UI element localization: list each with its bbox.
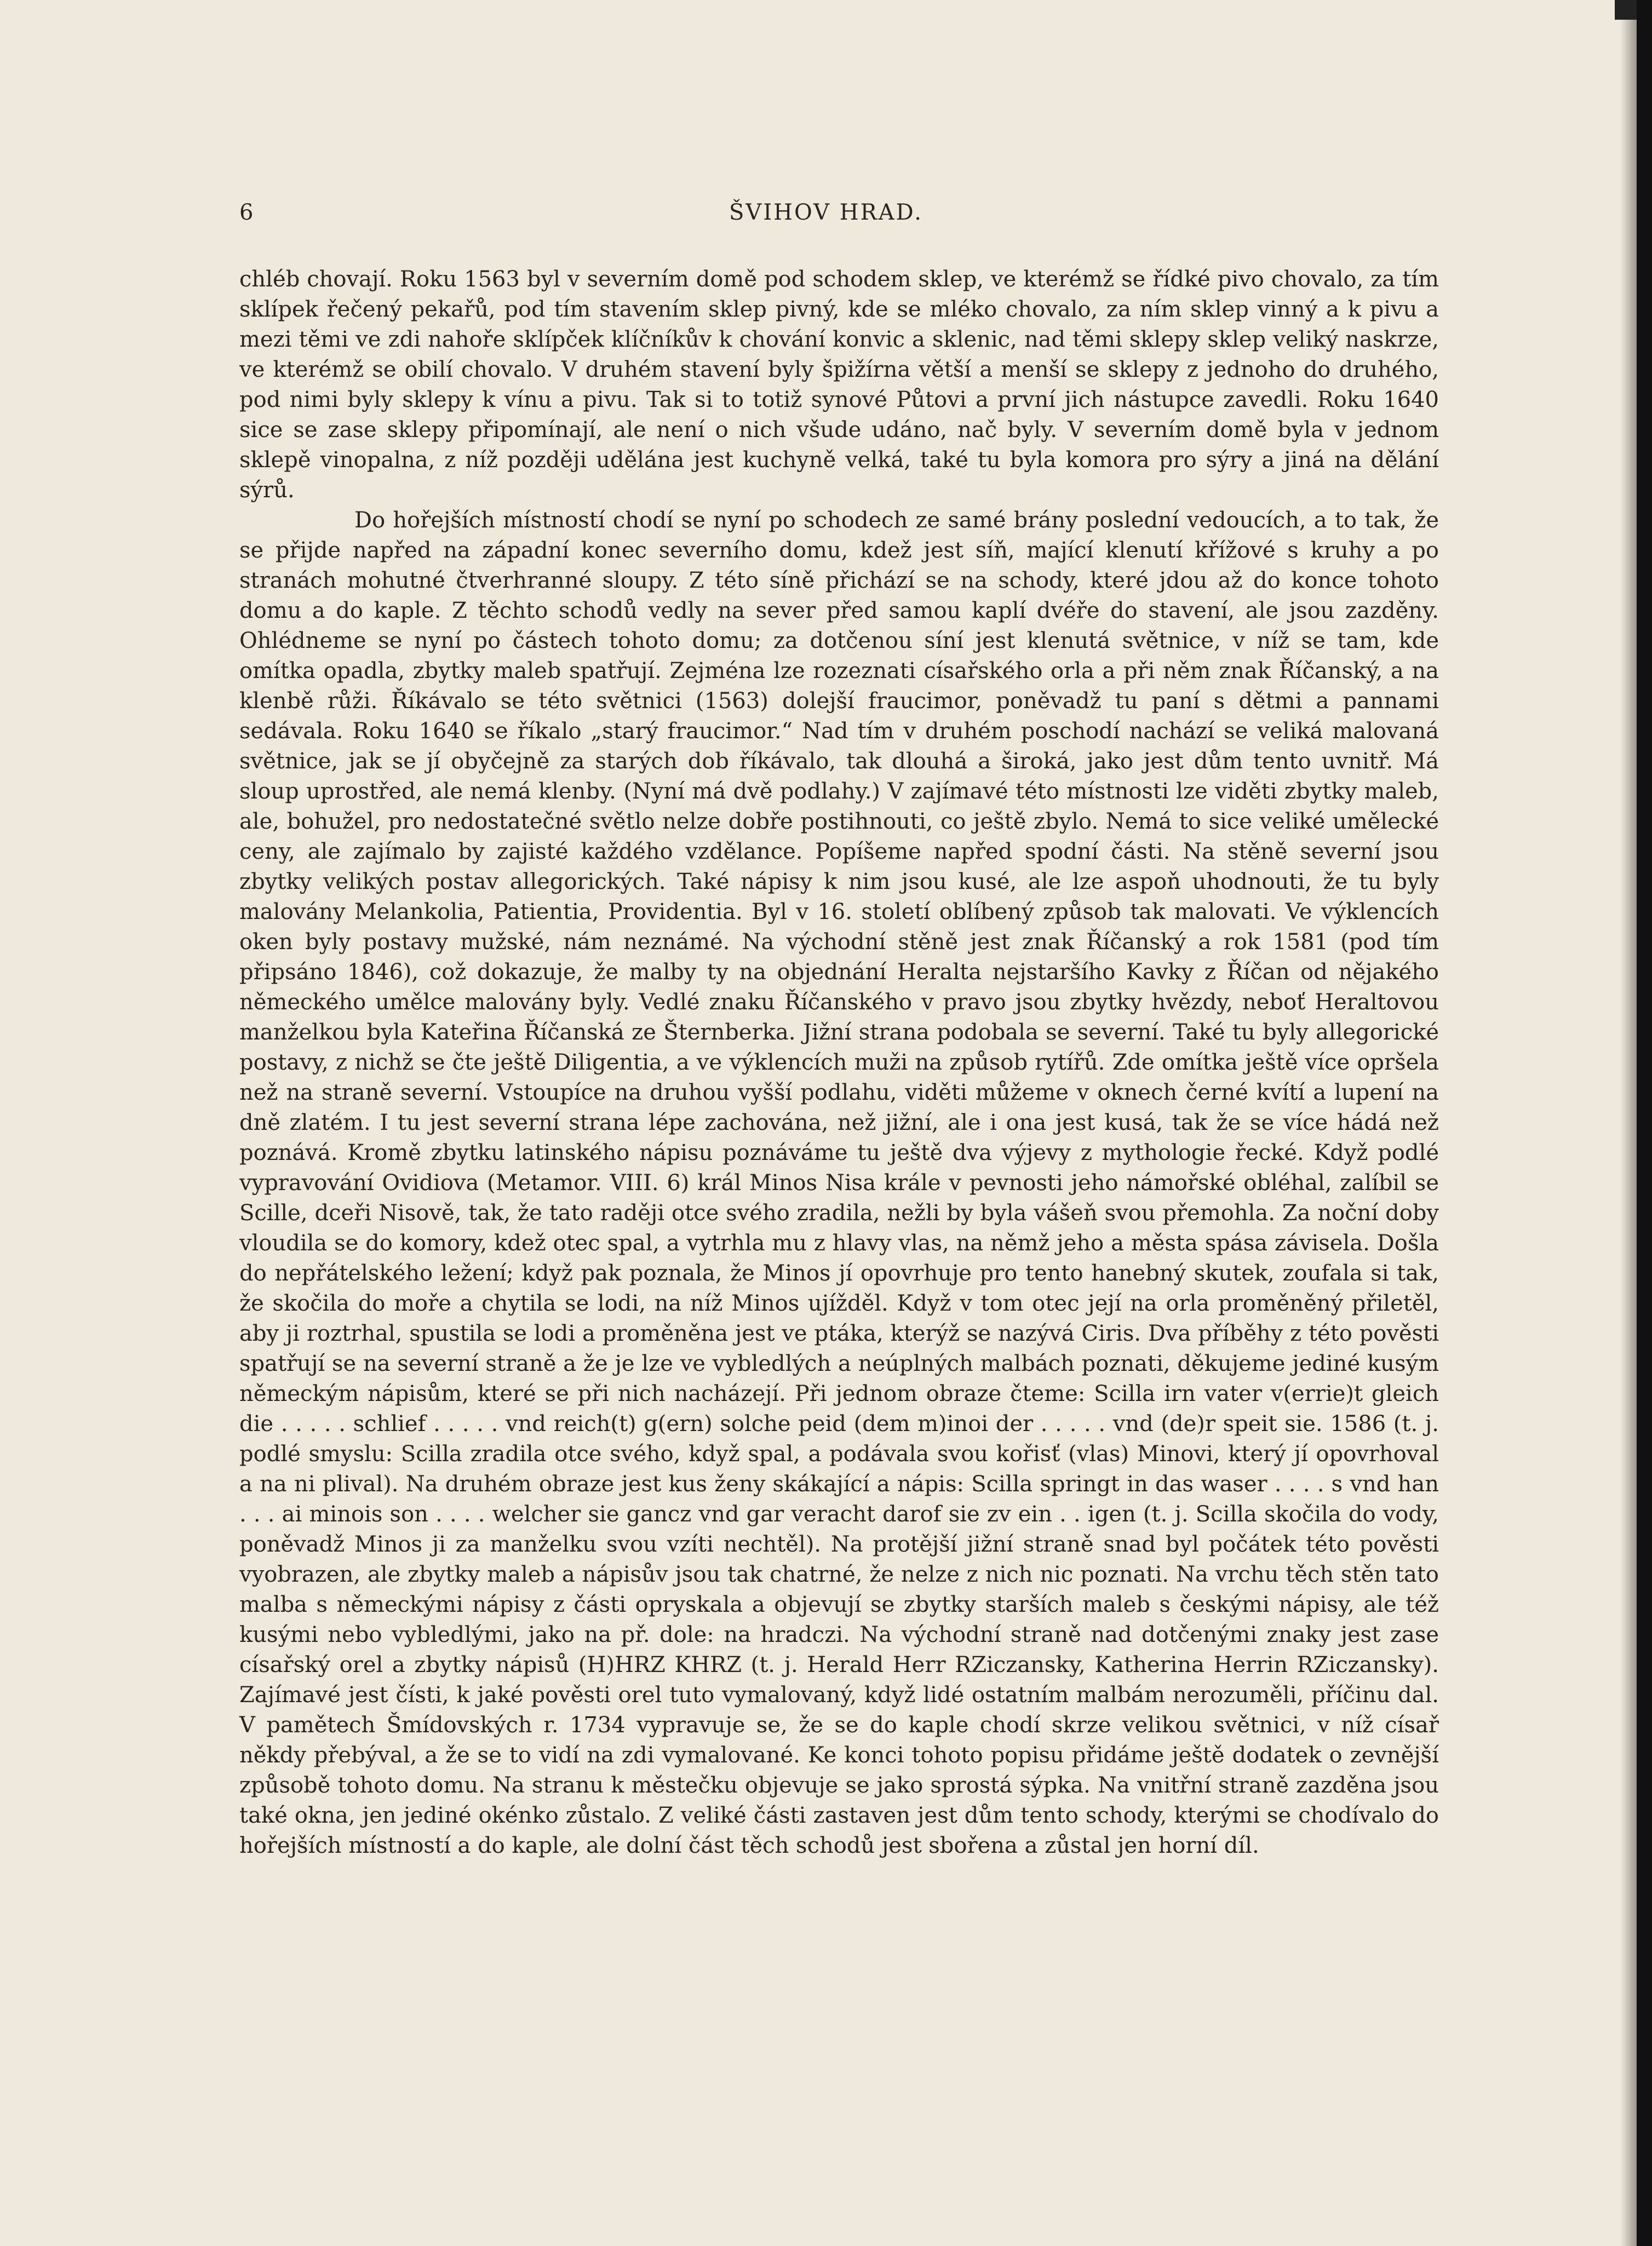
page-edge-shadow <box>1620 0 1637 2246</box>
scan-corner-mark <box>1615 0 1637 20</box>
paragraph-1: chléb chovají. Roku 1563 byl v severním domě pod schodem sklep, ve kterémž se řídké pivo chovalo, za tím sklípek řečený pekařů, pod tím stavením sklep pivný, kde se mléko chovalo, za ním sklep vinný a k pivu a mezi těmi ve zdi nahoře sklípček klíčníkův k chování konvic a sklenic, nad těmi sklepy sklep veliký naskrze, ve kterémž se obilí chovalo. V druhém stavení byly špižírna větší a menší se sklepy z jednoho do druhého, pod nimi byly sklepy k vínu a pivu. Tak si to totiž synové Půtovi a první jich nástupce zavedli. Roku 1640 sice se zase sklepy připomínají, ale není o nich všude udáno, nač byly. V severním domě byla v jednom sklepě vinopalna, z níž později udělána jest kuchyně velká, také tu byla komora pro sýry a jiná na dělání sýrů. <box>239 267 1439 503</box>
running-title: ŠVIHOV HRAD. <box>729 200 923 225</box>
page-number: 6 <box>239 200 254 225</box>
paragraph-2: Do hořejších místností chodí se nyní po schodech ze samé brány poslední vedoucích, a to tak, že se přijde napřed na západní konec severního domu, kdež jest síň, mající klenutí křížové s kruhy a po stranách mohutné čtverhranné sloupy. Z této síně přichází se na schody, které jdou až do konce tohoto domu a do kaple. Z těchto schodů vedly na sever před samou kaplí dvéře do stavení, ale jsou zazděny. Ohlédneme se nyní po částech tohoto domu; za dotčenou síní jest klenutá světnice, v níž se tam, kde omítka opadla, zbytky maleb spatřují. Zejména lze rozeznati císařského orla a při něm znak Říčanský, a na klenbě růži. Říkávalo se této světnici (1563) dolejší fraucimor, poněvadž tu paní s dětmi a pannami sedávala. Roku 1640 se říkalo „starý fraucimor.“ Nad tím v druhém poschodí nachází se veliká malovaná světnice, jak se jí obyčejně za starých dob říkávalo, tak dlouhá a široká, jako jest dům tento uvnitř. Má sloup uprostřed, ale nemá klenby. (Nyní má dvě podlahy.) V zajímavé této místnosti lze viděti zbytky maleb, ale, bohužel, pro nedostatečné světlo nelze dobře postihnouti, co ještě zbylo. Nemá to sice veliké umělecké ceny, ale zajímalo by zajisté každého vzdělance. Popíšeme napřed spodní části. Na stěně severní jsou zbytky velikých postav allegorických. Také nápisy k nim jsou kusé, ale lze aspoň uhodnouti, že tu byly malovány Melankolia, Patientia, Providentia. Byl v 16. století oblíbený způsob tak malovati. Ve výklencích oken byly postavy mužské, nám neznámé. Na východní stěně jest znak Říčanský a rok 1581 (pod tím připsáno 1846), což dokazuje, že malby ty na objednání Heralta nejstaršího Kavky z Říčan od nějakého německého umělce malovány byly. Vedlé znaku Říčanského v pravo jsou zbytky hvězdy, neboť Heraltovou manželkou byla Kateřina Říčanská ze Šternberka. Jižní strana podobala se severní. Také tu byly allegorické postavy, z nichž se čte ještě Diligentia, a ve výklencích muži na způsob rytířů. Zde omítka ještě více opršela než na straně severní. Vstoupíce na druhou vyšší podlahu, viděti můžeme v oknech černé kvítí a lupení na dně zlatém. I tu jest severní strana lépe zachována, než jižní, ale i ona jest kusá, tak že se více hádá než poznává. Kromě zbytku latinského nápisu poznáváme tu ještě dva výjevy z mythologie řecké. Když podlé vypravování Ovidiova (Metamor. VIII. 6) král Minos Nisa krále v pevnosti jeho námořské obléhal, zalíbil se Scille, dceři Nisově, tak, že tato raději otce svého zradila, nežli by byla vášeň svou přemohla. Za noční doby vloudila se do komory, kdež otec spal, a vytrhla mu z hlavy vlas, na němž jeho a města spása závisela. Došla do nepřátelského ležení; když pak poznala, že Minos jí opovrhuje pro tento hanebný skutek, zoufala si tak, že skočila do moře a chytila se lodi, na níž Minos ujížděl. Když v tom otec její na orla proměněný přiletěl, aby ji roztrhal, spustila se lodi a proměněna jest ve ptáka, kterýž se nazývá Ciris. Dva příběhy z této pověsti spatřují se na severní straně a že je lze ve vybledlých a neúplných malbách poznati, děkujeme jediné kusým německým nápisům, které se při nich nacházejí. Při jednom obraze čteme: Scilla irn vater v(errie)t gleich die . . . . . schlief . . . . . vnd reich(t) g(ern) solche peid (dem m)inoi der . . . . . vnd (de)r speit sie. 1586 (t. j. podlé smyslu: Scilla zradila otce svého, když spal, a podávala svou kořisť (vlas) Minovi, který jí opovrhoval a na ni plival). Na druhém obraze jest kus ženy skákající a nápis: Scilla springt in das waser . . . . s vnd han . . . ai minois son . . . . welcher sie gancz vnd gar veracht darof sie zv ein . . igen (t. j. Scilla skočila do vody, poněvadž Minos ji za manželku svou vzíti nechtěl). Na protější jižní straně snad byl počátek této pověsti vyobrazen, ale zbytky maleb a nápisův jsou tak chatrné, že nelze z nich nic poznati. Na vrchu těch stěn tato malba s německými nápisy z části opryskala a objevují se zbytky starších maleb s českými nápisy, ale též kusými nebo vybledlými, jako na př. dole: na hradczi. Na východní straně nad dotčenými znaky jest zase císařský orel a zbytky nápisů (H)HRZ KHRZ (t. j. Herald Herr RZiczansky, Katherina Herrin RZiczansky). Zajímavé jest čísti, k jaké pověsti orel tuto vymalovaný, když lidé ostatním malbám nerozuměli, příčinu dal. V pamětech Šmídovských r. 1734 vypravuje se, že se do kaple chodí skrze velikou světnici, v níž císař někdy přebýval, a že se to vidí na zdi vymalované. Ke konci tohoto popisu přidáme ještě dodatek o zevnější způsobě tohoto domu. Na stranu k městečku objevuje se jako sprostá sýpka. Na vnitřní straně zazděna jsou také okna, jen jediné okénko zůstalo. Z veliké části zastaven jest dům tento schody, kterými se chodívalo do hořejších místností a do kaple, ale dolní část těch schodů jest sbořena a zůstal jen horní díl. <box>239 508 1439 1858</box>
body-text <box>239 265 1439 1861</box>
scan-border <box>1637 0 1652 2246</box>
